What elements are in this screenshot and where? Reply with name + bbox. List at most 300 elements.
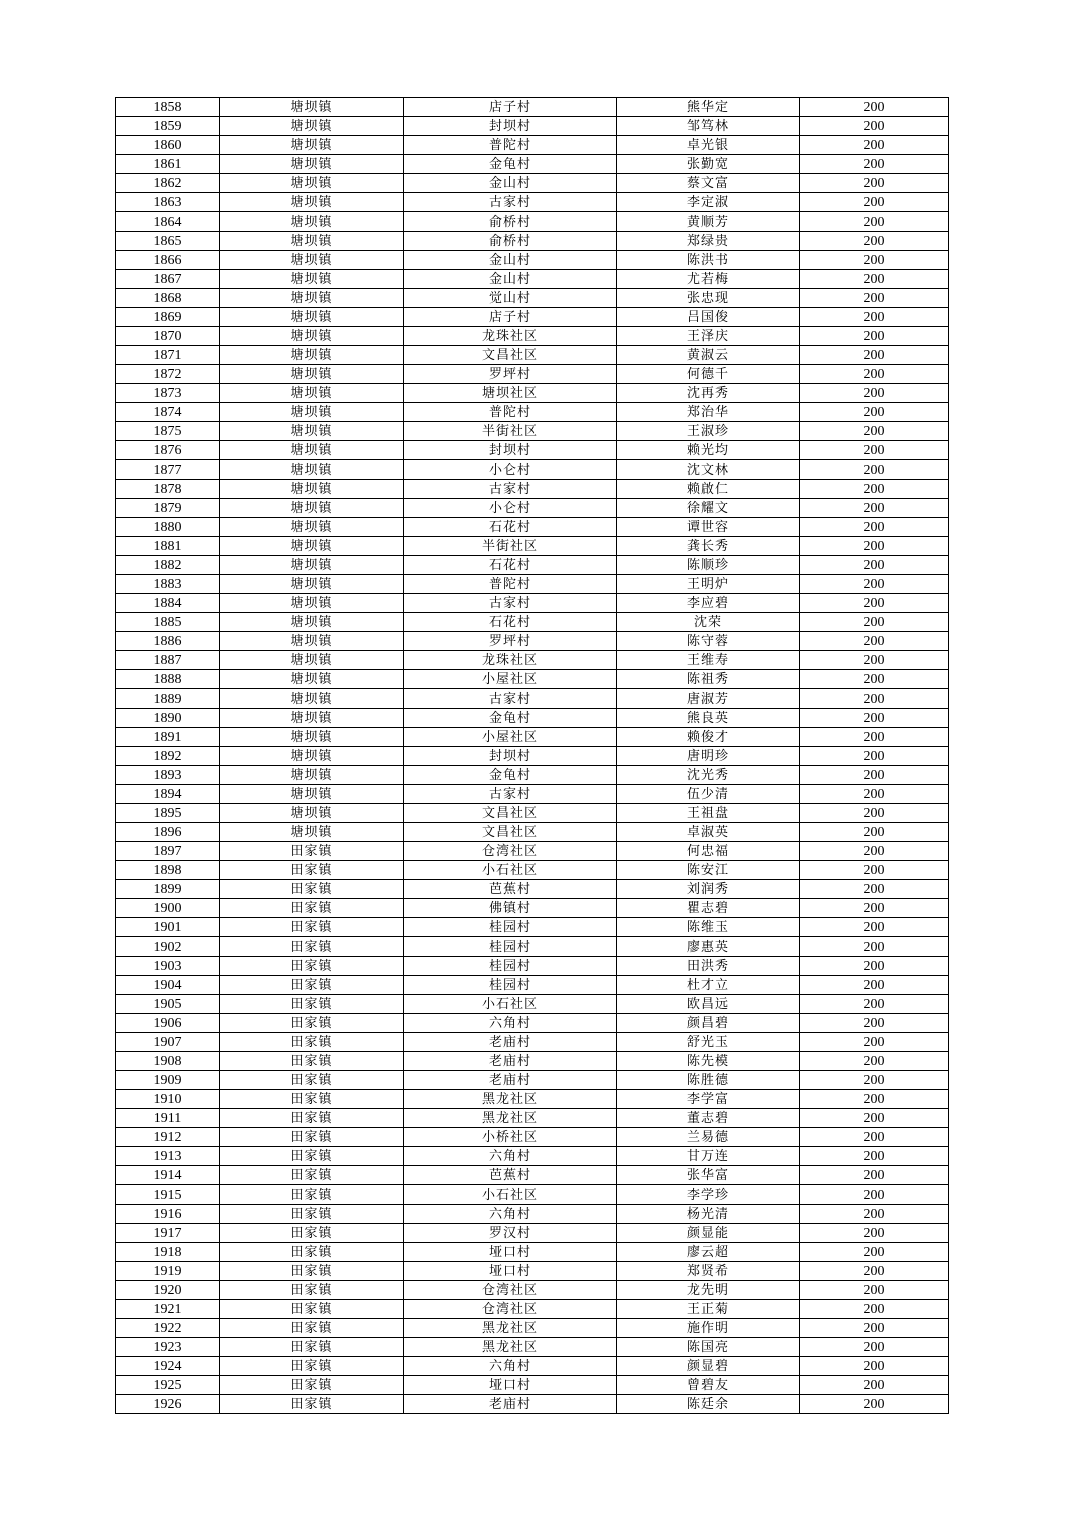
name-cell: 沈光秀	[617, 765, 800, 784]
village-cell: 桂园村	[404, 918, 617, 937]
village-cell: 仓湾社区	[404, 842, 617, 861]
row-number-cell: 1907	[116, 1032, 220, 1051]
table-row	[116, 861, 949, 880]
amount-cell: 200	[800, 784, 949, 803]
table-row	[116, 155, 949, 174]
town-cell: 塘坝镇	[220, 727, 404, 746]
name-cell: 李应碧	[617, 594, 800, 613]
village-cell: 老庙村	[404, 1395, 617, 1414]
table-row	[116, 689, 949, 708]
town-cell: 塘坝镇	[220, 403, 404, 422]
amount-cell: 200	[800, 403, 949, 422]
name-cell: 李学富	[617, 1090, 800, 1109]
table-row	[116, 1299, 949, 1318]
row-number-cell: 1909	[116, 1070, 220, 1089]
village-cell: 石花村	[404, 517, 617, 536]
table-row	[116, 1376, 949, 1395]
name-cell: 陈胜德	[617, 1070, 800, 1089]
town-cell: 塘坝镇	[220, 632, 404, 651]
amount-cell: 200	[800, 1166, 949, 1185]
name-cell: 吕国俊	[617, 307, 800, 326]
name-cell: 尤若梅	[617, 269, 800, 288]
table-row	[116, 384, 949, 403]
village-cell: 金山村	[404, 174, 617, 193]
table-body	[116, 98, 949, 1414]
amount-cell: 200	[800, 613, 949, 632]
row-number-cell: 1863	[116, 193, 220, 212]
row-number-cell: 1864	[116, 212, 220, 231]
village-cell: 金龟村	[404, 155, 617, 174]
row-number-cell: 1867	[116, 269, 220, 288]
name-cell: 王明炉	[617, 574, 800, 593]
row-number-cell: 1901	[116, 918, 220, 937]
village-cell: 金山村	[404, 269, 617, 288]
table-row	[116, 326, 949, 345]
table-row	[116, 594, 949, 613]
amount-cell: 200	[800, 365, 949, 384]
table-row	[116, 536, 949, 555]
row-number-cell: 1918	[116, 1242, 220, 1261]
town-cell: 田家镇	[220, 1147, 404, 1166]
name-cell: 赖光均	[617, 441, 800, 460]
town-cell: 田家镇	[220, 1204, 404, 1223]
village-cell: 古家村	[404, 594, 617, 613]
name-cell: 王维寿	[617, 651, 800, 670]
name-cell: 王淑珍	[617, 422, 800, 441]
row-number-cell: 1873	[116, 384, 220, 403]
town-cell: 塘坝镇	[220, 193, 404, 212]
town-cell: 塘坝镇	[220, 803, 404, 822]
town-cell: 塘坝镇	[220, 822, 404, 841]
name-cell: 郑贤希	[617, 1261, 800, 1280]
village-cell: 封坝村	[404, 441, 617, 460]
village-cell: 普陀村	[404, 136, 617, 155]
town-cell: 田家镇	[220, 1395, 404, 1414]
town-cell: 塘坝镇	[220, 613, 404, 632]
row-number-cell: 1897	[116, 842, 220, 861]
data-table	[115, 97, 949, 1414]
village-cell: 黑龙社区	[404, 1090, 617, 1109]
table-row	[116, 479, 949, 498]
row-number-cell: 1923	[116, 1338, 220, 1357]
row-number-cell: 1908	[116, 1051, 220, 1070]
amount-cell: 200	[800, 994, 949, 1013]
row-number-cell: 1866	[116, 250, 220, 269]
row-number-cell: 1887	[116, 651, 220, 670]
town-cell: 塘坝镇	[220, 155, 404, 174]
name-cell: 田洪秀	[617, 956, 800, 975]
town-cell: 塘坝镇	[220, 460, 404, 479]
village-cell: 半街社区	[404, 536, 617, 555]
row-number-cell: 1912	[116, 1128, 220, 1147]
amount-cell: 200	[800, 765, 949, 784]
row-number-cell: 1872	[116, 365, 220, 384]
name-cell: 陈洪书	[617, 250, 800, 269]
town-cell: 田家镇	[220, 1223, 404, 1242]
amount-cell: 200	[800, 1070, 949, 1089]
village-cell: 古家村	[404, 784, 617, 803]
row-number-cell: 1890	[116, 708, 220, 727]
town-cell: 塘坝镇	[220, 231, 404, 250]
town-cell: 塘坝镇	[220, 250, 404, 269]
amount-cell: 200	[800, 574, 949, 593]
town-cell: 田家镇	[220, 1338, 404, 1357]
town-cell: 塘坝镇	[220, 307, 404, 326]
amount-cell: 200	[800, 384, 949, 403]
table-row	[116, 174, 949, 193]
name-cell: 张忠现	[617, 288, 800, 307]
name-cell: 舒光玉	[617, 1032, 800, 1051]
row-number-cell: 1886	[116, 632, 220, 651]
village-cell: 觉山村	[404, 288, 617, 307]
row-number-cell: 1917	[116, 1223, 220, 1242]
row-number-cell: 1859	[116, 117, 220, 136]
table-row	[116, 1128, 949, 1147]
name-cell: 王正菊	[617, 1299, 800, 1318]
name-cell: 沈荣	[617, 613, 800, 632]
name-cell: 唐明珍	[617, 746, 800, 765]
amount-cell: 200	[800, 861, 949, 880]
town-cell: 田家镇	[220, 842, 404, 861]
amount-cell: 200	[800, 1357, 949, 1376]
town-cell: 田家镇	[220, 1280, 404, 1299]
name-cell: 熊良英	[617, 708, 800, 727]
town-cell: 塘坝镇	[220, 174, 404, 193]
town-cell: 田家镇	[220, 994, 404, 1013]
name-cell: 颜昌碧	[617, 1013, 800, 1032]
table-row	[116, 555, 949, 574]
table-row	[116, 1109, 949, 1128]
village-cell: 石花村	[404, 613, 617, 632]
name-cell: 熊华定	[617, 98, 800, 117]
town-cell: 塘坝镇	[220, 498, 404, 517]
amount-cell: 200	[800, 1147, 949, 1166]
village-cell: 小仑村	[404, 498, 617, 517]
name-cell: 欧昌远	[617, 994, 800, 1013]
village-cell: 小仑村	[404, 460, 617, 479]
row-number-cell: 1868	[116, 288, 220, 307]
table-row	[116, 784, 949, 803]
town-cell: 塘坝镇	[220, 326, 404, 345]
name-cell: 何德千	[617, 365, 800, 384]
name-cell: 龚长秀	[617, 536, 800, 555]
table-row	[116, 1185, 949, 1204]
village-cell: 小屋社区	[404, 727, 617, 746]
amount-cell: 200	[800, 651, 949, 670]
name-cell: 廖云超	[617, 1242, 800, 1261]
town-cell: 塘坝镇	[220, 98, 404, 117]
amount-cell: 200	[800, 708, 949, 727]
table-row	[116, 670, 949, 689]
amount-cell: 200	[800, 594, 949, 613]
amount-cell: 200	[800, 536, 949, 555]
village-cell: 石花村	[404, 555, 617, 574]
town-cell: 塘坝镇	[220, 574, 404, 593]
row-number-cell: 1926	[116, 1395, 220, 1414]
amount-cell: 200	[800, 1376, 949, 1395]
table-row	[116, 1204, 949, 1223]
row-number-cell: 1883	[116, 574, 220, 593]
table-row	[116, 880, 949, 899]
village-cell: 六角村	[404, 1013, 617, 1032]
name-cell: 张华富	[617, 1166, 800, 1185]
table-row	[116, 956, 949, 975]
table-row	[116, 899, 949, 918]
village-cell: 俞桥村	[404, 231, 617, 250]
row-number-cell: 1875	[116, 422, 220, 441]
village-cell: 小石社区	[404, 861, 617, 880]
town-cell: 塘坝镇	[220, 269, 404, 288]
village-cell: 芭蕉村	[404, 1166, 617, 1185]
amount-cell: 200	[800, 1223, 949, 1242]
row-number-cell: 1903	[116, 956, 220, 975]
table-row	[116, 574, 949, 593]
village-cell: 六角村	[404, 1204, 617, 1223]
amount-cell: 200	[800, 269, 949, 288]
amount-cell: 200	[800, 231, 949, 250]
table-row	[116, 460, 949, 479]
village-cell: 老庙村	[404, 1051, 617, 1070]
village-cell: 佛镇村	[404, 899, 617, 918]
table-row	[116, 1338, 949, 1357]
row-number-cell: 1893	[116, 765, 220, 784]
amount-cell: 200	[800, 1185, 949, 1204]
village-cell: 小石社区	[404, 994, 617, 1013]
amount-cell: 200	[800, 250, 949, 269]
row-number-cell: 1902	[116, 937, 220, 956]
name-cell: 郑治华	[617, 403, 800, 422]
amount-cell: 200	[800, 441, 949, 460]
row-number-cell: 1877	[116, 460, 220, 479]
name-cell: 兰易德	[617, 1128, 800, 1147]
name-cell: 施作明	[617, 1319, 800, 1338]
amount-cell: 200	[800, 632, 949, 651]
row-number-cell: 1895	[116, 803, 220, 822]
amount-cell: 200	[800, 1395, 949, 1414]
name-cell: 杨光清	[617, 1204, 800, 1223]
village-cell: 桂园村	[404, 975, 617, 994]
table-row	[116, 269, 949, 288]
amount-cell: 200	[800, 307, 949, 326]
name-cell: 龙先明	[617, 1280, 800, 1299]
amount-cell: 200	[800, 822, 949, 841]
amount-cell: 200	[800, 174, 949, 193]
amount-cell: 200	[800, 498, 949, 517]
row-number-cell: 1921	[116, 1299, 220, 1318]
town-cell: 田家镇	[220, 1261, 404, 1280]
town-cell: 塘坝镇	[220, 212, 404, 231]
amount-cell: 200	[800, 803, 949, 822]
village-cell: 俞桥村	[404, 212, 617, 231]
name-cell: 陈先模	[617, 1051, 800, 1070]
amount-cell: 200	[800, 1090, 949, 1109]
village-cell: 店子村	[404, 98, 617, 117]
village-cell: 桂园村	[404, 956, 617, 975]
table-row	[116, 365, 949, 384]
row-number-cell: 1878	[116, 479, 220, 498]
row-number-cell: 1914	[116, 1166, 220, 1185]
town-cell: 塘坝镇	[220, 765, 404, 784]
row-number-cell: 1911	[116, 1109, 220, 1128]
row-number-cell: 1920	[116, 1280, 220, 1299]
table-row	[116, 517, 949, 536]
village-cell: 罗坪村	[404, 365, 617, 384]
name-cell: 颜显能	[617, 1223, 800, 1242]
table-row	[116, 1242, 949, 1261]
name-cell: 王祖盘	[617, 803, 800, 822]
table-row	[116, 632, 949, 651]
row-number-cell: 1881	[116, 536, 220, 555]
town-cell: 塘坝镇	[220, 555, 404, 574]
row-number-cell: 1894	[116, 784, 220, 803]
town-cell: 田家镇	[220, 1109, 404, 1128]
village-cell: 垭口村	[404, 1376, 617, 1395]
village-cell: 垭口村	[404, 1242, 617, 1261]
name-cell: 何忠福	[617, 842, 800, 861]
row-number-cell: 1892	[116, 746, 220, 765]
town-cell: 田家镇	[220, 899, 404, 918]
amount-cell: 200	[800, 1242, 949, 1261]
table-row	[116, 727, 949, 746]
row-number-cell: 1916	[116, 1204, 220, 1223]
table-row	[116, 250, 949, 269]
table-row	[116, 613, 949, 632]
name-cell: 黄顺芳	[617, 212, 800, 231]
row-number-cell: 1922	[116, 1319, 220, 1338]
row-number-cell: 1896	[116, 822, 220, 841]
village-cell: 金山村	[404, 250, 617, 269]
name-cell: 黄淑云	[617, 346, 800, 365]
town-cell: 塘坝镇	[220, 441, 404, 460]
amount-cell: 200	[800, 670, 949, 689]
table-row	[116, 422, 949, 441]
amount-cell: 200	[800, 975, 949, 994]
name-cell: 陈顺珍	[617, 555, 800, 574]
amount-cell: 200	[800, 155, 949, 174]
row-number-cell: 1860	[116, 136, 220, 155]
town-cell: 田家镇	[220, 975, 404, 994]
name-cell: 赖俊才	[617, 727, 800, 746]
amount-cell: 200	[800, 136, 949, 155]
table-row	[116, 1261, 949, 1280]
row-number-cell: 1905	[116, 994, 220, 1013]
amount-cell: 200	[800, 1338, 949, 1357]
table-row	[116, 1223, 949, 1242]
town-cell: 塘坝镇	[220, 288, 404, 307]
table-row	[116, 307, 949, 326]
name-cell: 颜显碧	[617, 1357, 800, 1376]
table-row	[116, 1147, 949, 1166]
amount-cell: 200	[800, 937, 949, 956]
amount-cell: 200	[800, 288, 949, 307]
name-cell: 陈廷余	[617, 1395, 800, 1414]
town-cell: 塘坝镇	[220, 365, 404, 384]
village-cell: 黑龙社区	[404, 1109, 617, 1128]
name-cell: 刘润秀	[617, 880, 800, 899]
village-cell: 普陀村	[404, 574, 617, 593]
village-cell: 古家村	[404, 689, 617, 708]
row-number-cell: 1862	[116, 174, 220, 193]
name-cell: 张勤宽	[617, 155, 800, 174]
village-cell: 半街社区	[404, 422, 617, 441]
table-row	[116, 1280, 949, 1299]
amount-cell: 200	[800, 346, 949, 365]
village-cell: 文昌社区	[404, 822, 617, 841]
town-cell: 塘坝镇	[220, 651, 404, 670]
town-cell: 塘坝镇	[220, 117, 404, 136]
amount-cell: 200	[800, 1013, 949, 1032]
village-cell: 文昌社区	[404, 803, 617, 822]
amount-cell: 200	[800, 842, 949, 861]
table-row	[116, 918, 949, 937]
amount-cell: 200	[800, 689, 949, 708]
name-cell: 陈安江	[617, 861, 800, 880]
town-cell: 田家镇	[220, 918, 404, 937]
name-cell: 甘万连	[617, 1147, 800, 1166]
table-row	[116, 708, 949, 727]
row-number-cell: 1904	[116, 975, 220, 994]
town-cell: 塘坝镇	[220, 536, 404, 555]
amount-cell: 200	[800, 326, 949, 345]
village-cell: 六角村	[404, 1147, 617, 1166]
row-number-cell: 1861	[116, 155, 220, 174]
town-cell: 塘坝镇	[220, 384, 404, 403]
town-cell: 塘坝镇	[220, 689, 404, 708]
amount-cell: 200	[800, 1051, 949, 1070]
name-cell: 董志碧	[617, 1109, 800, 1128]
row-number-cell: 1899	[116, 880, 220, 899]
village-cell: 金龟村	[404, 765, 617, 784]
town-cell: 塘坝镇	[220, 517, 404, 536]
town-cell: 田家镇	[220, 1319, 404, 1338]
village-cell: 龙珠社区	[404, 326, 617, 345]
amount-cell: 200	[800, 98, 949, 117]
table-row	[116, 212, 949, 231]
name-cell: 李学珍	[617, 1185, 800, 1204]
table-row	[116, 1013, 949, 1032]
name-cell: 徐耀文	[617, 498, 800, 517]
town-cell: 田家镇	[220, 1070, 404, 1089]
table-row	[116, 288, 949, 307]
amount-cell: 200	[800, 1204, 949, 1223]
amount-cell: 200	[800, 899, 949, 918]
name-cell: 李定淑	[617, 193, 800, 212]
amount-cell: 200	[800, 555, 949, 574]
name-cell: 陈国亮	[617, 1338, 800, 1357]
town-cell: 田家镇	[220, 1185, 404, 1204]
table-row	[116, 1319, 949, 1338]
amount-cell: 200	[800, 212, 949, 231]
name-cell: 赖啟仁	[617, 479, 800, 498]
table-row	[116, 498, 949, 517]
village-cell: 小石社区	[404, 1185, 617, 1204]
amount-cell: 200	[800, 117, 949, 136]
name-cell: 陈守蓉	[617, 632, 800, 651]
name-cell: 曾碧友	[617, 1376, 800, 1395]
town-cell: 田家镇	[220, 1376, 404, 1395]
row-number-cell: 1925	[116, 1376, 220, 1395]
name-cell: 沈文林	[617, 460, 800, 479]
village-cell: 文昌社区	[404, 346, 617, 365]
village-cell: 老庙村	[404, 1070, 617, 1089]
row-number-cell: 1891	[116, 727, 220, 746]
table-row	[116, 1032, 949, 1051]
table-row	[116, 403, 949, 422]
town-cell: 田家镇	[220, 1242, 404, 1261]
row-number-cell: 1871	[116, 346, 220, 365]
row-number-cell: 1915	[116, 1185, 220, 1204]
town-cell: 田家镇	[220, 1357, 404, 1376]
